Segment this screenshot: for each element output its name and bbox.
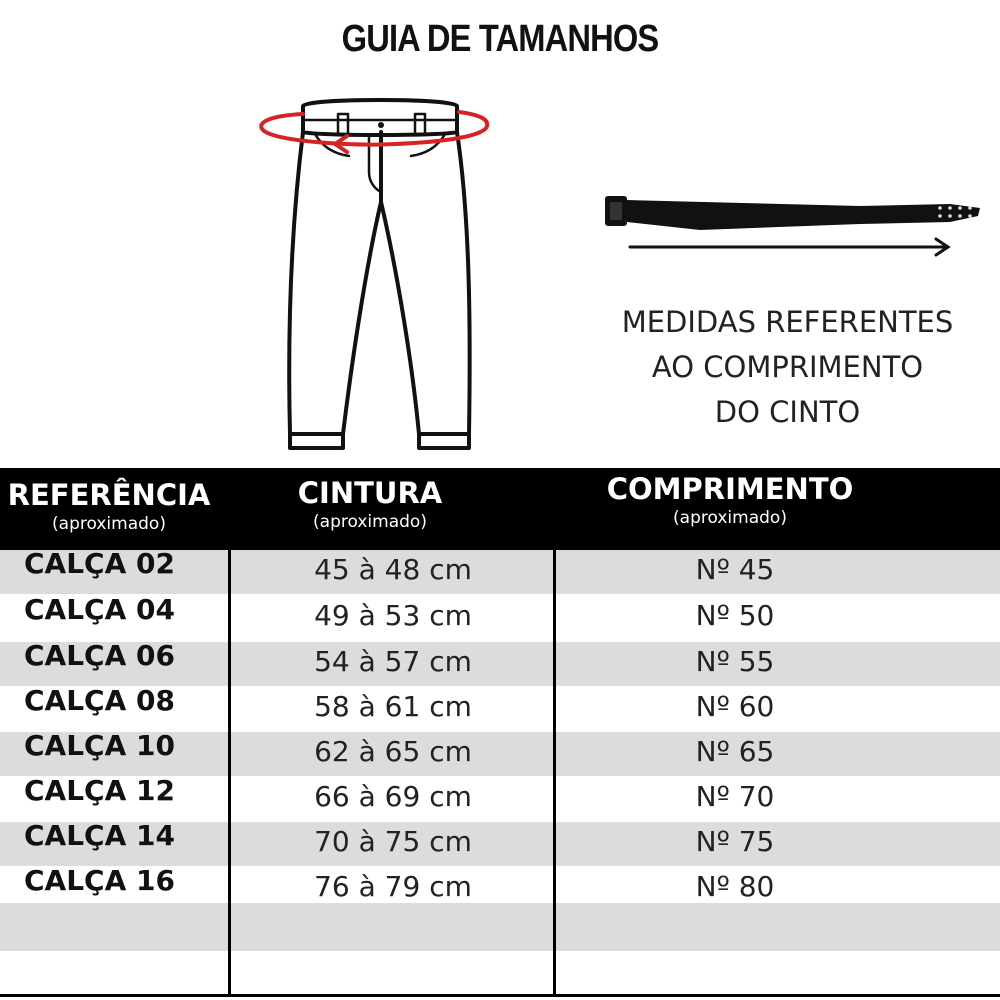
cell-cintura: 54 à 57 cm — [314, 645, 472, 678]
cell-cintura: 58 à 61 cm — [314, 690, 472, 723]
cell-referencia: CALÇA 16 — [24, 864, 175, 897]
cell-comprimento: Nº 55 — [695, 645, 775, 678]
cell-comprimento: Nº 75 — [695, 825, 775, 858]
cell-referencia: CALÇA 08 — [24, 684, 175, 717]
cell-cintura: 66 à 69 cm — [314, 780, 472, 813]
size-table-body — [0, 547, 1000, 1000]
table-bottom-border — [0, 994, 1000, 997]
cell-comprimento: Nº 70 — [695, 780, 775, 813]
right-arrow-icon — [630, 239, 948, 255]
cell-comprimento — [556, 901, 914, 945]
cell-cintura — [232, 901, 554, 945]
cell-comprimento — [556, 949, 914, 993]
table-header — [0, 468, 1000, 550]
cell-comprimento: Nº 45 — [695, 553, 775, 586]
cell-cintura — [232, 949, 554, 993]
cell-cintura: 45 à 48 cm — [314, 553, 472, 586]
cell-cintura: 70 à 75 cm — [314, 825, 472, 858]
cell-cintura: 49 à 53 cm — [314, 599, 472, 632]
pants-icon — [245, 92, 505, 457]
note-line: DO CINTO — [714, 395, 861, 429]
cell-referencia: CALÇA 14 — [24, 819, 175, 852]
cell-cintura: 62 à 65 cm — [314, 735, 472, 768]
table-row — [0, 951, 1000, 995]
cell-referencia: CALÇA 10 — [24, 729, 175, 762]
cell-cintura: 76 à 79 cm — [314, 870, 472, 903]
cell-comprimento: Nº 60 — [695, 690, 775, 723]
cell-comprimento: Nº 80 — [695, 870, 775, 903]
header-referencia: REFERÊNCIA (aproximado) — [7, 478, 211, 534]
note-line: AO COMPRIMENTO — [651, 350, 924, 384]
header-comprimento: COMPRIMENTO (aproximado) — [606, 472, 854, 528]
cell-referencia: CALÇA 12 — [24, 774, 175, 807]
belt-length-note — [590, 300, 985, 435]
page-title: GUIA DE TAMANHOS — [341, 18, 659, 60]
table-row — [0, 903, 1000, 951]
cell-comprimento: Nº 65 — [695, 735, 775, 768]
cell-comprimento: Nº 50 — [695, 599, 775, 632]
cell-referencia: CALÇA 02 — [24, 547, 175, 580]
belt-icon — [600, 188, 985, 263]
note-line: MEDIDAS REFERENTES — [621, 305, 954, 339]
cell-referencia: CALÇA 06 — [24, 639, 175, 672]
column-divider — [228, 550, 231, 996]
column-divider — [553, 550, 556, 996]
header-cintura: CINTURA (aproximado) — [297, 476, 443, 532]
cell-referencia: CALÇA 04 — [24, 593, 175, 626]
